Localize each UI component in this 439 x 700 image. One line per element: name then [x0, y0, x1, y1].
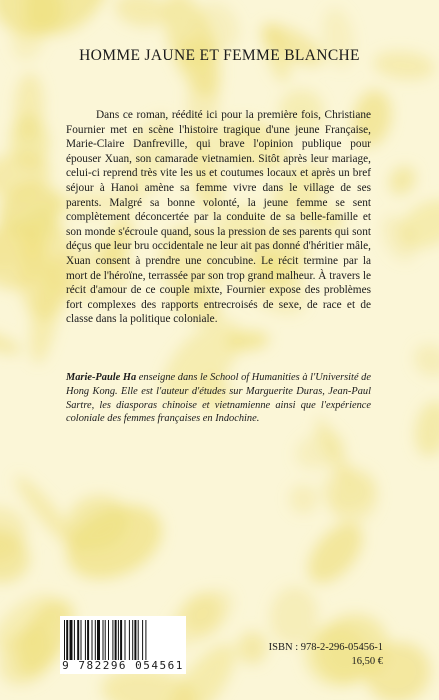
barcode-bar [115, 620, 117, 660]
author-bio [66, 371, 371, 426]
barcode-bar [64, 620, 65, 660]
barcode-bar [112, 620, 113, 660]
barcode-bar [145, 620, 146, 660]
barcode-bar [129, 620, 130, 660]
barcode-bar [108, 620, 109, 660]
price: 16,50 € [351, 656, 383, 667]
book-title: HOMME JAUNE ET FEMME BLANCHE [79, 47, 360, 64]
author-name: Marie-Paule Ha [66, 372, 137, 383]
author-bio-text: enseigne dans le School of Humanities à l'Université de Hong Kong. Elle est l'auteur d'études sur Marguerite Duras, Jean-Paul Sartre, les diasporas chinoise et vietnamienne ainsi que l'expérience coloniale des femmes françaises en Indochine. [66, 372, 371, 425]
barcode-bar [95, 620, 96, 660]
barcode-bars [64, 620, 182, 660]
barcode-bar [103, 620, 104, 660]
barcode-bar [120, 620, 122, 660]
barcode-bar [138, 620, 139, 660]
barcode-bar [125, 620, 126, 660]
barcode-bar [142, 620, 143, 660]
barcode-bar [92, 620, 93, 660]
barcode-bar [74, 620, 75, 660]
barcode-digits: 9 782296 054561 [62, 659, 184, 672]
barcode-bar [132, 620, 133, 660]
barcode-bar [66, 620, 68, 660]
barcode [60, 616, 186, 674]
barcode-bar [77, 620, 79, 660]
isbn: ISBN : 978-2-296-05456-1 [268, 642, 383, 653]
barcode-bar [97, 620, 100, 660]
summary-paragraph: Dans ce roman, réédité ici pour la première fois, Christiane Fournier met en scène l'histoire tragique d'une jeune Française, Marie-Claire Danfreville, qui brave l'opinion publique pour épouser Xuan, son camarade vietnamien. Sitôt après leur mariage, celui-ci reprend très vite les us et coutumes locaux et après un bref séjour à Hanoi amène sa femme vivre dans le village de ses parents. Malgré sa bonne volonté, la jeune femme se sent complètement déconcertée par la conduite de sa belle-famille et son monde s'écroule quand, sous la pression de ses parents qui sont déçus que leur bru occidentale ne leur ait pas donné d'héritier mâle, Xuan consent à prendre une concubine. Le récit termine par la mort de l'héroïne, terrassée par son trop grand malheur. À travers le récit d'amour de ce couple mixte, Fournier expose des problèmes fort complexes des rapports entrecroisés de sexe, de race et de classe dans la politique coloniale. [66, 109, 371, 326]
barcode-bar [105, 620, 106, 660]
barcode-bar [118, 620, 119, 660]
barcode-bar [85, 620, 86, 660]
barcode-bar [70, 620, 73, 660]
barcode-bar [134, 620, 136, 660]
barcode-bar [81, 620, 82, 660]
barcode-bar [87, 620, 89, 660]
